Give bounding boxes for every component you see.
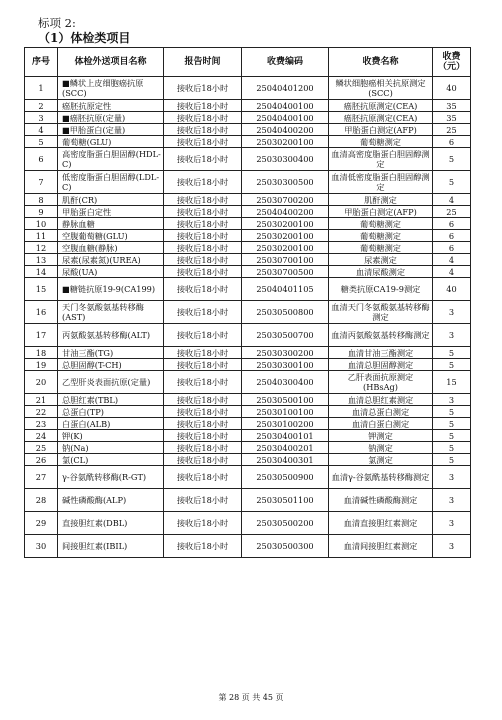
cell-fee: 5 [433,454,471,466]
cell-item-name: ■糖链抗原19-9(CA199) [58,278,164,301]
cell-fee-name: 血清碱性磷酸酶测定 [329,489,433,512]
cell-index: 11 [25,230,58,242]
cell-fee-code: 25040401200 [242,77,329,100]
cell-item-name: 高密度脂蛋白胆固醇(HDL-C) [58,148,164,171]
cell-fee: 3 [433,324,471,347]
table-header-row [25,48,471,77]
cell-fee-code: 25030200100 [242,136,329,148]
cell-fee: 5 [433,359,471,371]
table-row [25,466,471,489]
cell-fee: 6 [433,230,471,242]
cell-item-name: 间接胆红素(IBIL) [58,535,164,558]
header-report-time: 报告时间 [164,48,242,77]
cell-fee-name: 血清高密度脂蛋白胆固醇测定 [329,148,433,171]
header-index: 序号 [25,48,58,77]
cell-item-name: 直接胆红素(DBL) [58,512,164,535]
section-heading: 标项 2: [38,16,76,30]
cell-fee: 3 [433,489,471,512]
cell-report-time: 接收后18小时 [164,418,242,430]
cell-index: 29 [25,512,58,535]
cell-fee-code: 25030300500 [242,171,329,194]
cell-fee-name: 血清尿酸测定 [329,266,433,278]
cell-report-time: 接收后18小时 [164,406,242,418]
cell-fee-name: 甲胎蛋白测定(AFP) [329,206,433,218]
cell-fee: 5 [433,347,471,359]
cell-item-name: 碱性磷酸酶(ALP) [58,489,164,512]
subsection-heading: （1）体检类项目 [38,31,131,45]
cell-index: 8 [25,194,58,206]
cell-fee-name: 鳞状细胞癌相关抗原测定(SCC) [329,77,433,100]
cell-fee-code: 25040400200 [242,124,329,136]
cell-fee-code: 25040300400 [242,371,329,394]
cell-fee-code: 25030500900 [242,466,329,489]
cell-report-time: 接收后18小时 [164,218,242,230]
cell-fee-name: 乙肝表面抗原测定(HBsAg) [329,371,433,394]
cell-fee-name: 葡萄糖测定 [329,218,433,230]
cell-report-time: 接收后18小时 [164,489,242,512]
header-item-name: 体检外送项目名称 [58,48,164,77]
cell-report-time: 接收后18小时 [164,535,242,558]
cell-index: 24 [25,430,58,442]
cell-fee-name: 葡萄糖测定 [329,136,433,148]
cell-fee: 40 [433,77,471,100]
cell-fee: 6 [433,136,471,148]
cell-index: 27 [25,466,58,489]
cell-fee: 40 [433,278,471,301]
table-row [25,194,471,206]
cell-fee: 5 [433,406,471,418]
table-row [25,124,471,136]
cell-fee-code: 25030500100 [242,394,329,406]
cell-item-name: 天门冬氨酸氨基转移酶(AST) [58,301,164,324]
cell-fee: 6 [433,218,471,230]
cell-fee: 15 [433,371,471,394]
cell-item-name: 静脉血糖 [58,218,164,230]
cell-report-time: 接收后18小时 [164,112,242,124]
cell-fee-name: 血清白蛋白测定 [329,418,433,430]
cell-fee: 35 [433,100,471,112]
cell-fee-code: 25030400101 [242,430,329,442]
cell-item-name: 钾(K) [58,430,164,442]
table-row [25,430,471,442]
cell-fee-name: 血清总蛋白测定 [329,406,433,418]
table-row [25,266,471,278]
cell-fee-name: 血清直接胆红素测定 [329,512,433,535]
cell-fee-name: 肌酐测定 [329,194,433,206]
cell-index: 18 [25,347,58,359]
cell-fee: 4 [433,254,471,266]
cell-item-name: 癌胚抗原定性 [58,100,164,112]
cell-item-name: 空腹血糖(静脉) [58,242,164,254]
cell-item-name: γ-谷氨酰转移酶(R-GT) [58,466,164,489]
cell-fee-code: 25030500700 [242,324,329,347]
cell-item-name: 尿酸(UA) [58,266,164,278]
table-row [25,418,471,430]
cell-index: 4 [25,124,58,136]
cell-index: 2 [25,100,58,112]
cell-fee-code: 25030400201 [242,442,329,454]
cell-report-time: 接收后18小时 [164,278,242,301]
cell-item-name: 低密度脂蛋白胆固醇(LDL-C) [58,171,164,194]
cell-fee-code: 25030700100 [242,254,329,266]
cell-fee-code: 25040400100 [242,100,329,112]
cell-fee-code: 25040401105 [242,278,329,301]
cell-fee: 5 [433,418,471,430]
cell-index: 9 [25,206,58,218]
cell-fee-code: 25030500300 [242,535,329,558]
cell-item-name: 氯(CL) [58,454,164,466]
table-row [25,406,471,418]
cell-report-time: 接收后18小时 [164,136,242,148]
cell-item-name: 空腹葡萄糖(GLU) [58,230,164,242]
cell-report-time: 接收后18小时 [164,194,242,206]
table-row [25,112,471,124]
cell-index: 1 [25,77,58,100]
cell-fee-name: 钾测定 [329,430,433,442]
cell-item-name: 甘油三酯(TG) [58,347,164,359]
cell-index: 5 [25,136,58,148]
cell-fee-name: 血清γ-谷氨酰基转移酶测定 [329,466,433,489]
header-fee: 收费（元） [433,48,471,77]
cell-fee-name: 钠测定 [329,442,433,454]
cell-fee-name: 血清间接胆红素测定 [329,535,433,558]
table-row [25,218,471,230]
cell-fee-code: 25030500200 [242,512,329,535]
cell-item-name: 总蛋白(TP) [58,406,164,418]
cell-fee: 5 [433,430,471,442]
cell-index: 30 [25,535,58,558]
page-number: 第 28 页 共 45 页 [218,693,284,702]
cell-fee-code: 25030100100 [242,406,329,418]
table-row [25,230,471,242]
cell-item-name: 乙型肝炎表面抗原(定量) [58,371,164,394]
cell-index: 16 [25,301,58,324]
cell-index: 7 [25,171,58,194]
table-row [25,148,471,171]
table-row [25,278,471,301]
cell-index: 3 [25,112,58,124]
table-row [25,254,471,266]
cell-index: 21 [25,394,58,406]
cell-index: 25 [25,442,58,454]
cell-index: 23 [25,418,58,430]
table-row [25,442,471,454]
cell-fee-code: 25030300200 [242,347,329,359]
cell-index: 10 [25,218,58,230]
cell-report-time: 接收后18小时 [164,100,242,112]
cell-report-time: 接收后18小时 [164,301,242,324]
table-row [25,347,471,359]
cell-fee-name: 血清总胆红素测定 [329,394,433,406]
cell-fee: 25 [433,206,471,218]
cell-fee-code: 25030700200 [242,194,329,206]
cell-report-time: 接收后18小时 [164,512,242,535]
table-row [25,171,471,194]
cell-fee-name: 葡萄糖测定 [329,230,433,242]
cell-fee: 3 [433,535,471,558]
cell-fee-name: 糖类抗原CA19-9测定 [329,278,433,301]
cell-report-time: 接收后18小时 [164,359,242,371]
table-row [25,242,471,254]
cell-fee-code: 25030200100 [242,218,329,230]
cell-report-time: 接收后18小时 [164,77,242,100]
cell-index: 12 [25,242,58,254]
header-fee-name: 收费名称 [329,48,433,77]
table-row [25,77,471,100]
cell-fee: 5 [433,442,471,454]
table-row [25,206,471,218]
cell-index: 14 [25,266,58,278]
cell-report-time: 接收后18小时 [164,371,242,394]
cell-fee-code: 25030300100 [242,359,329,371]
cell-item-name: 钠(Na) [58,442,164,454]
cell-item-name: 总胆固醇(T-CH) [58,359,164,371]
cell-fee-code: 25030500800 [242,301,329,324]
cell-fee-code: 25030400301 [242,454,329,466]
cell-index: 22 [25,406,58,418]
table-row [25,100,471,112]
cell-item-name: 白蛋白(ALB) [58,418,164,430]
cell-item-name: ■甲胎蛋白(定量) [58,124,164,136]
cell-fee-name: 血清甘油三酯测定 [329,347,433,359]
table-row [25,301,471,324]
cell-fee-name: 氯测定 [329,454,433,466]
cell-item-name: 总胆红素(TBL) [58,394,164,406]
cell-index: 28 [25,489,58,512]
cell-report-time: 接收后18小时 [164,148,242,171]
cell-index: 6 [25,148,58,171]
cell-item-name: ■鳞状上皮细胞癌抗原(SCC) [58,77,164,100]
cell-fee-name: 血清总胆固醇测定 [329,359,433,371]
cell-fee: 3 [433,466,471,489]
cell-fee-name: 血清丙氨酸氨基转移酶测定 [329,324,433,347]
table-row [25,489,471,512]
cell-fee: 4 [433,266,471,278]
cell-fee: 3 [433,301,471,324]
cell-item-name: 甲胎蛋白定性 [58,206,164,218]
table-row [25,324,471,347]
cell-report-time: 接收后18小时 [164,430,242,442]
cell-index: 13 [25,254,58,266]
cell-report-time: 接收后18小时 [164,171,242,194]
cell-fee-name: 血清天门冬氨酸氨基转移酶测定 [329,301,433,324]
table-row [25,371,471,394]
fee-table [24,47,471,558]
table-row [25,512,471,535]
cell-item-name: 尿素(尿素氮)(UREA) [58,254,164,266]
table-row [25,136,471,148]
cell-report-time: 接收后18小时 [164,254,242,266]
cell-fee-code: 25030501100 [242,489,329,512]
cell-fee-name: 甲胎蛋白测定(AFP) [329,124,433,136]
cell-report-time: 接收后18小时 [164,230,242,242]
cell-fee: 35 [433,112,471,124]
cell-index: 26 [25,454,58,466]
cell-fee-name: 血清低密度脂蛋白胆固醇测定 [329,171,433,194]
table-row [25,394,471,406]
cell-fee-code: 25040400200 [242,206,329,218]
cell-fee: 3 [433,512,471,535]
cell-index: 19 [25,359,58,371]
cell-report-time: 接收后18小时 [164,466,242,489]
cell-index: 20 [25,371,58,394]
table-row [25,454,471,466]
cell-fee: 25 [433,124,471,136]
cell-item-name: 肌酐(CR) [58,194,164,206]
cell-fee: 5 [433,171,471,194]
cell-report-time: 接收后18小时 [164,454,242,466]
cell-fee-name: 癌胚抗原测定(CEA) [329,112,433,124]
cell-fee-name: 葡萄糖测定 [329,242,433,254]
cell-report-time: 接收后18小时 [164,206,242,218]
cell-fee-code: 25030200100 [242,242,329,254]
cell-fee: 6 [433,242,471,254]
cell-fee-code: 25030300400 [242,148,329,171]
cell-index: 17 [25,324,58,347]
table-row [25,535,471,558]
cell-fee: 4 [433,194,471,206]
header-fee-code: 收费编码 [242,48,329,77]
cell-report-time: 接收后18小时 [164,347,242,359]
cell-fee-code: 25040400100 [242,112,329,124]
cell-fee-code: 25030100200 [242,418,329,430]
cell-report-time: 接收后18小时 [164,124,242,136]
cell-report-time: 接收后18小时 [164,394,242,406]
cell-report-time: 接收后18小时 [164,324,242,347]
cell-fee-code: 25030200100 [242,230,329,242]
cell-index: 15 [25,278,58,301]
table-row [25,359,471,371]
cell-fee-name: 尿素测定 [329,254,433,266]
cell-report-time: 接收后18小时 [164,442,242,454]
cell-fee-code: 25030700500 [242,266,329,278]
cell-report-time: 接收后18小时 [164,242,242,254]
cell-item-name: 丙氨酸氨基转移酶(ALT) [58,324,164,347]
cell-item-name: ■癌胚抗原(定量) [58,112,164,124]
cell-report-time: 接收后18小时 [164,266,242,278]
cell-fee: 3 [433,394,471,406]
cell-fee-name: 癌胚抗原测定(CEA) [329,100,433,112]
cell-item-name: 葡萄糖(GLU) [58,136,164,148]
cell-fee: 5 [433,148,471,171]
